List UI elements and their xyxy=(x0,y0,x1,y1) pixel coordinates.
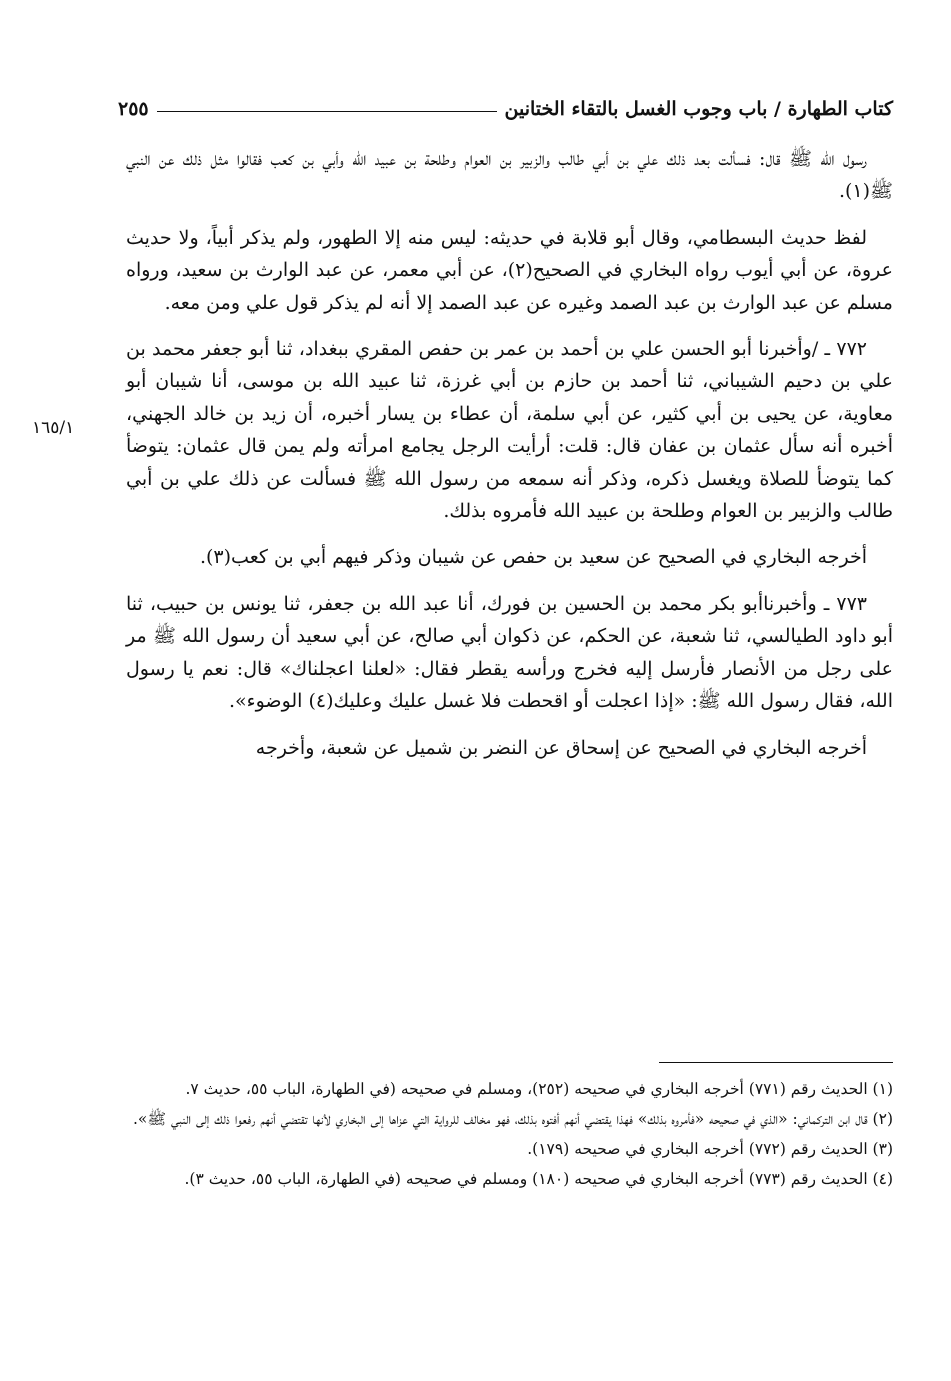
chapter-title: كتاب الطهارة / باب وجوب الغسل بالتقاء الختانين xyxy=(504,98,893,120)
footnote: (٢) قال ابن التركماني: «الذي في صحيحه «فأمروه بذلك» فهذا يقتضي أنهم أفتوه بذلك، فهو مخالف للرواية التي عزاها إلى البخاري لأنها تقتضي أنهم رفعوا ذلك إلى النبي ﷺ». xyxy=(132,1110,893,1128)
paragraph: رسول الله ﷺ قال: فسألت بعد ذلك علي بن أبي طالب والزبير بن العوام وطلحة بن عبيد الله وأبي بن كعب فقالوا مثل ذلك عن النبي ﷺ(١). xyxy=(126,148,893,203)
footnote: (٤) الحديث رقم (٧٧٣) أخرجه البخاري في صحيحه (١٨٠) ومسلم في صحيحه (في الطهارة، الباب ٥٥، حديث ٣). xyxy=(184,1170,893,1188)
main-text xyxy=(126,143,893,778)
page-number: ٢٥٥ xyxy=(118,98,149,120)
footnote-separator xyxy=(659,1062,893,1063)
header-rule xyxy=(157,111,497,112)
running-header xyxy=(118,86,893,120)
hadith-772: ٧٧٢ ـ /وأخبرنا أبو الحسن علي بن أحمد بن عمر بن حفص المقري ببغداد، ثنا أبو جعفر محمد بن علي بن دحيم الشيباني، ثنا أحمد بن حازم بن أبي غرزة، ثنا عبيد الله بن موسى، أنا شيبان أبو معاوية، عن يحيى بن أبي كثير، عن أبي سلمة، أن عطاء بن يسار أخبره، أن زيد بن خالد الجهني، أخبره أنه سأل عثمان بن عفان قال: قلت: أرأيت الرجل يجامع امرأته ولم يمن قال عثمان: يتوضأ كما يتوضأ للصلاة ويغسل ذكره، وذكر أنه سمعه من رسول الله ﷺ فسألت عن ذلك علي بن أبي طالب والزبير بن العوام وطلحة بن عبيد الله فأمروه بذلك. xyxy=(126,338,893,523)
margin-reference: ١٦٥/١ xyxy=(32,418,75,438)
footnotes xyxy=(126,1076,893,1196)
paragraph: أخرجه البخاري في الصحيح عن سعيد بن حفص عن شيبان وذكر فيهم أبي بن كعب(٣). xyxy=(199,546,867,569)
paragraph: لفظ حديث البسطامي، وقال أبو قلابة في حديثه: ليس منه إلا الطهور، ولم يذكر أبياً، ولا حديث عروة، عن أبي أيوب رواه البخاري في الصحيح(٢)، عن أبي معمر، عن عبد الوارث بن سعيد، ورواه مسلم عن عبد الوارث بن عبد الصمد وغيره عن عبد الصمد إلا أنه لم يذكر قول علي ومن معه. xyxy=(126,226,893,314)
hadith-773: ٧٧٣ ـ وأخبرناأبو بكر محمد بن الحسين بن فورك، أنا عبد الله بن جعفر، ثنا يونس بن حبيب، ثنا أبو داود الطيالسي، ثنا شعبة، عن الحكم، عن ذكوان أبي صالح، عن أبي سعيد أن رسول الله ﷺ مر على رجل من الأنصار فأرسل إليه فخرج ورأسه يقطر فقال: «لعلنا اعجلناك» قال: نعم يا رسول الله، فقال رسول الله ﷺ: «إذا اعجلت أو اقحطت فلا غسل عليك وعليك(٤) الوضوء». xyxy=(126,592,894,713)
footnote: (٣) الحديث رقم (٧٧٢) أخرجه البخاري في صحيحه (١٧٩). xyxy=(527,1140,893,1158)
footnote: (١) الحديث رقم (٧٧١) أخرجه البخاري في صحيحه (٢٥٢)، ومسلم في صحيحه (في الطهارة، الباب ٥٥، حديث ٧. xyxy=(185,1080,893,1098)
paragraph: أخرجه البخاري في الصحيح عن إسحاق عن النضر بن شميل عن شعبة، وأخرجه xyxy=(255,736,867,759)
